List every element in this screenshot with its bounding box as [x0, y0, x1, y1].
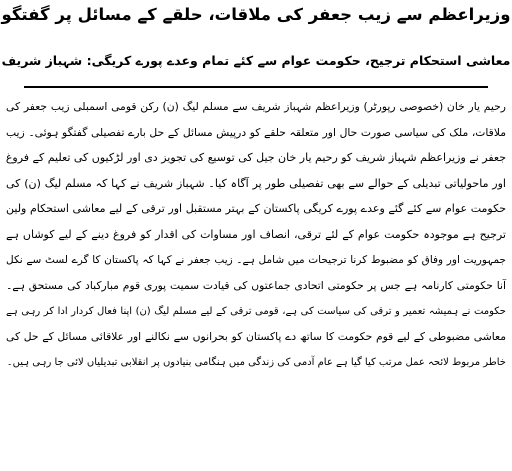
article-line: جعفر نے وزیراعظم شہباز شریف کو رحیم یار خان جیل کی توسیع کی تجویز دی اور لڑکیوں کی تعلیم کے فروغ [5, 151, 506, 165]
headline-divider [24, 86, 488, 88]
headline-secondary: معاشی استحکام ترجیح، حکومت عوام سے کئے تمام وعدے پورے کریگی: شہباز شریف [1, 53, 511, 68]
article-body [6, 94, 506, 376]
headline-primary: وزیراعظم سے زیب جعفر کی ملاقات، حلقے کے مسائل پر گفتگو [1, 5, 511, 24]
article-line: ترجیح ہے موجودہ حکومت عوام کے لئے ترقی، انصاف اور مساوات کی اقدار کو فروغ دینے کے لیے کوشاں ہے [6, 227, 506, 241]
article-line: حکومت عوام سے کئے گئے وعدے پورے کریگی پاکستان کے بہتر مستقبل اور ترقی کے لیے معاشی استحکام ولین [6, 202, 506, 216]
article-line: حکومت نے ہمیشہ تعمیر و ترقی کی سیاست کی ہے، قومی ترقی کے لیے مسلم لیگ (ن) اپنا فعال کردار ادا کر رہی ہے [6, 305, 506, 317]
article-line: جمہوریت اور وفاق کو مضبوط کرنا ترجیحات میں شامل ہے۔ زیب جعفر نے کہا کہ پاکستان کا گرے لسٹ سے نکل [6, 253, 506, 266]
article-line: رحیم یار خان (خصوصی رپورٹر) وزیراعظم شہباز شریف سے مسلم لیگ (ن) رکن قومی اسمبلی زیب جعفر کی [6, 100, 506, 113]
article-line: آنا حکومتی کارنامہ ہے جس پر حکومتی اتحادی جماعتوں کی قیادت سمیت پوری قوم مبارکباد کی مستحق ہے۔ [6, 279, 506, 293]
article-line: خاطر مربوط لائحہ عمل مرتب کیا گیا ہے عام آدمی کی زندگی میں ہنگامی بنیادوں پر انقلابی تبدیلیاں لائی جا رہی ہیں۔ [6, 356, 506, 368]
article-line: معاشی مضبوطی کے لیے قوم حکومت کا ساتھ دے پاکستان کو بحرانوں سے نکالنے اور علاقائی مسائل کے حل کی [6, 330, 506, 344]
article-line: اور ماحولیاتی تبدیلی کے حوالے سے بھی تفصیلی طور پر آگاہ کیا۔ شہباز شریف نے کہا کہ مسلم لیگ (ن) کی [6, 176, 506, 190]
article-line: ملاقات، ملک کی سیاسی صورت حال اور متعلقہ حلقے کو درپیش مسائل کے حل بارے تفصیلی گفتگو ہوئی۔ زیب [6, 125, 506, 139]
